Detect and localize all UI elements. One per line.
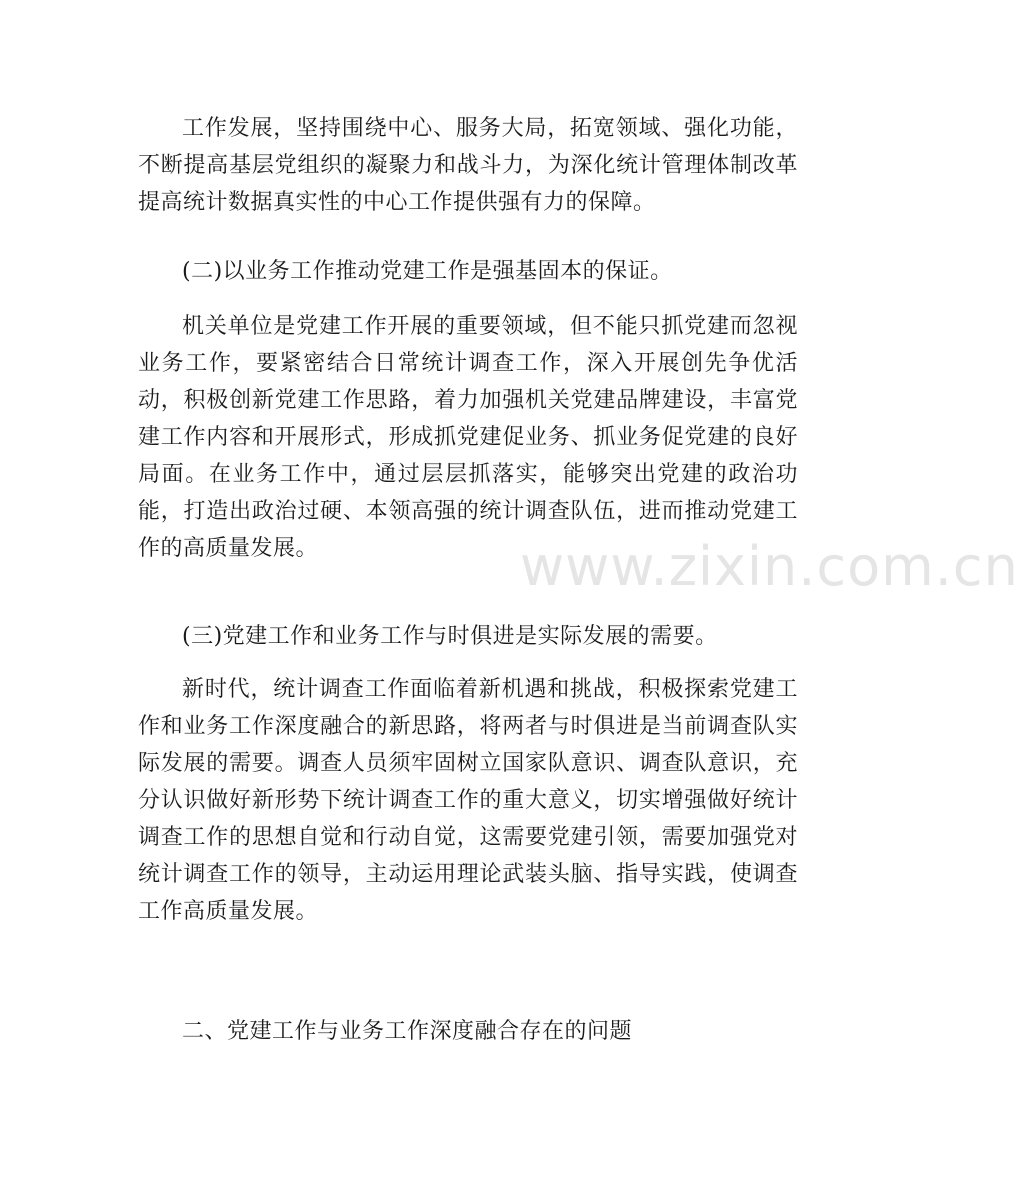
paragraph-body-2: 机关单位是党建工作开展的重要领域，但不能只抓党建而忽视业务工作，要紧密结合日常统计调查工作，深入开展创先争优活动，积极创新党建工作思路，着力加强机关党建品牌建设，丰富党建工作内容和开展形式，形成抓党建促业务、抓业务促党建的良好局面。在业务工作中，通过层层抓落实，能够突出党建的政治功能，打造出政治过硬、本领高强的统计调查队伍，进而推动党建工作的高质量发展。 [138,314,798,561]
watermark: www.zixin.com.cn [520,535,1019,598]
paragraph-body-3: 新时代，统计调查工作面临着新机遇和挑战，积极探索党建工作和业务工作深度融合的新思路，将两者与时俱进是当前调查队实际发展的需要。调查人员须牢固树立国家队意识、调查队意识，充分认识做好新形势下统计调查工作的重大意义，切实增强做好统计调查工作的思想自觉和行动自觉，这需要党建引领，需要加强党对统计调查工作的领导，主动运用理论武装头脑、指导实践，使调查工作高质量发展。 [138,677,798,924]
section-heading-2: (二)以业务工作推动党建工作是强基固本的保证。 [182,259,673,284]
paragraph-body-1: 工作发展，坚持围绕中心、服务大局，拓宽领域、强化功能，不断提高基层党组织的凝聚力和战斗力，为深化统计管理体制改革提高统计数据真实性的中心工作提供强有力的保障。 [138,116,798,215]
section-heading-3: (三)党建工作和业务工作与时俱进是实际发展的需要。 [182,624,718,649]
chapter-heading-2: 二、党建工作与业务工作深度融合存在的问题 [182,1019,633,1044]
